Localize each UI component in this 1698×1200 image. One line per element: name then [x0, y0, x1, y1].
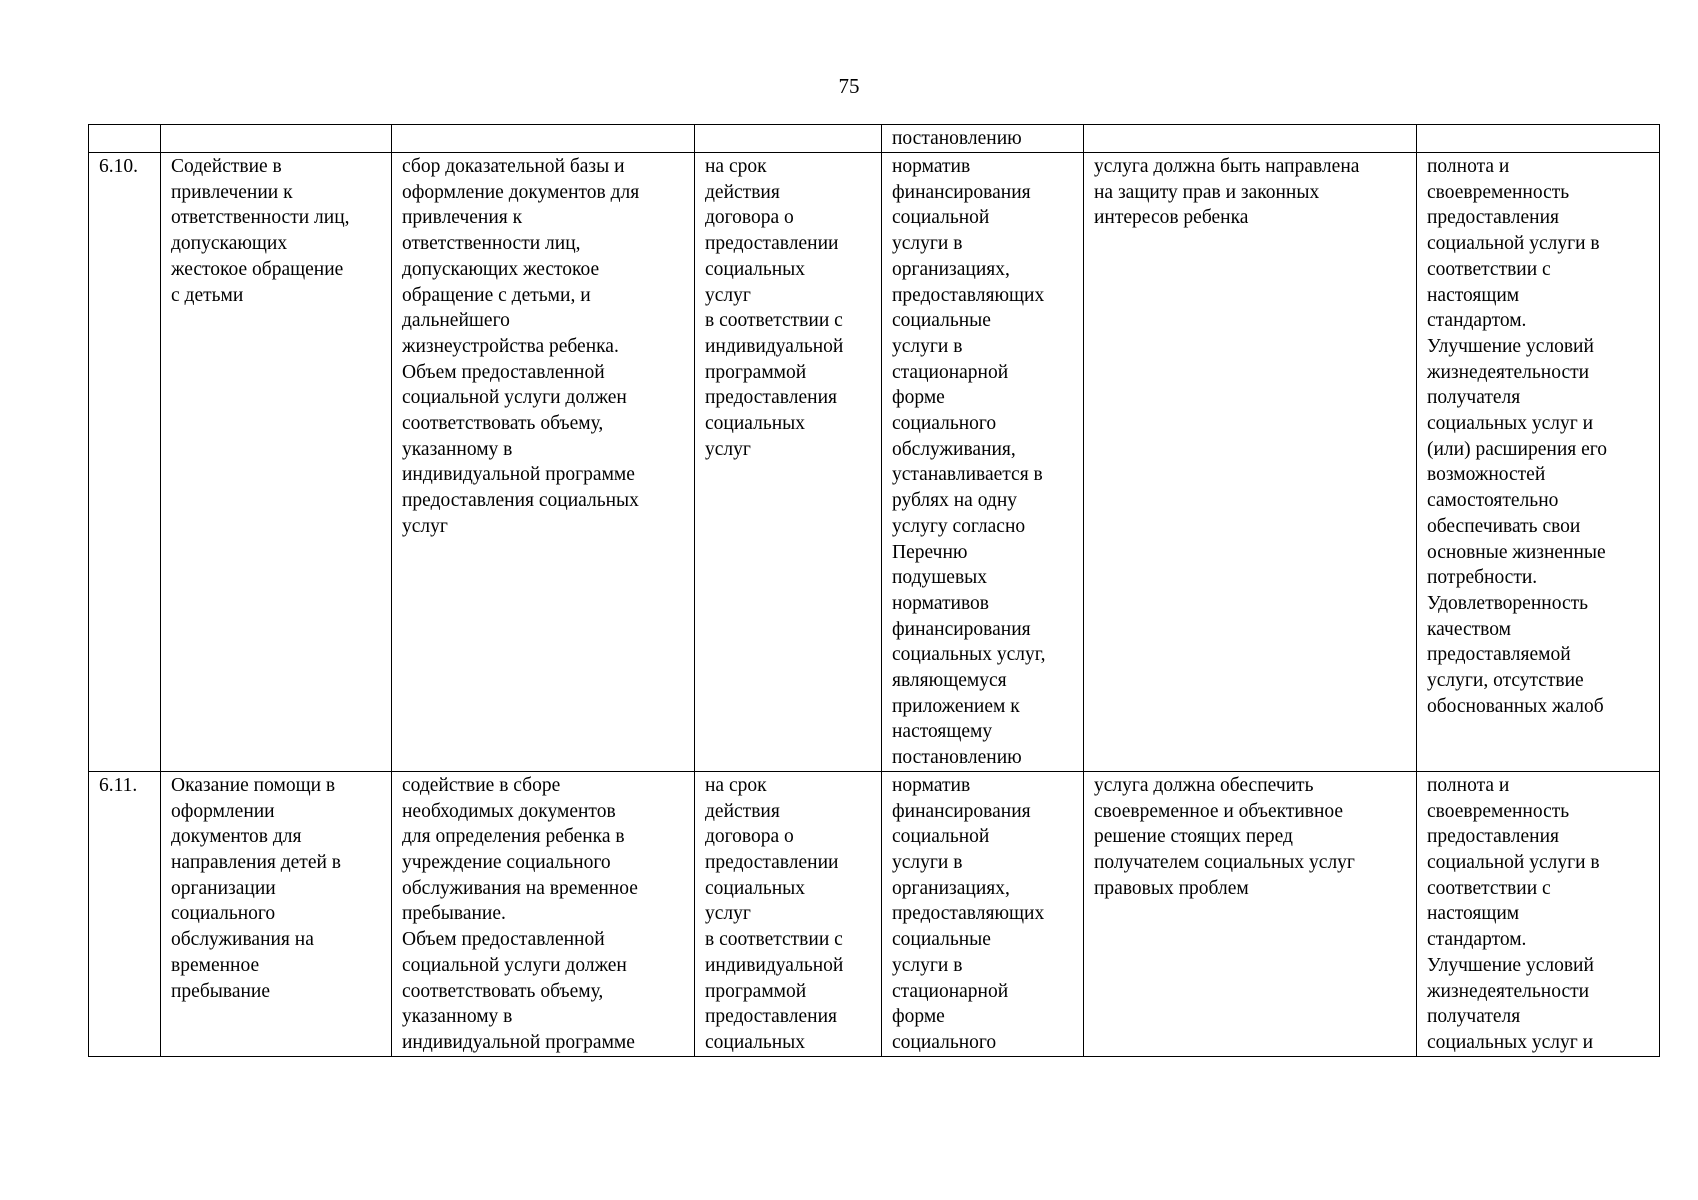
cell-quality: полнота и своевременность предоставления социальной услуги в соответствии с настоящим стандартом. Улучшение условий жизнедеятельности получателя социальных услуг и (или) расширения его возможностей самостоятельно обеспечивать свои основные жизненные потребности. Удовлетворенность качеством предоставляемой услуги, отсутствие обоснованных жалоб [1417, 153, 1660, 772]
cell-financing-norm: норматив финансирования социальной услуги в организациях, предоставляющих социальные услуги в стационарной форме социального обслуживания, устанавливается в рублях на одну услугу согласно Перечню подушевых нормативов финансирования социальных услуг, являющемуся приложением к настоящему постановлению [882, 153, 1084, 772]
cell-term: на срок действия договора о предоставлении социальных услуг в соответствии с индивидуальной программой предоставления социальных [695, 771, 882, 1056]
cell-term [695, 125, 882, 153]
cell-term: на срок действия договора о предоставлении социальных услуг в соответствии с индивидуальной программой предоставления социальных услуг [695, 153, 882, 772]
cell-conditions: услуга должна быть направлена на защиту прав и законных интересов ребенка [1084, 153, 1417, 772]
table-row [89, 125, 1660, 153]
cell-quality [1417, 125, 1660, 153]
cell-service-name: Содействие в привлечении к ответственности лиц, допускающих жестокое обращение с детьми [161, 153, 392, 772]
cell-conditions [1084, 125, 1417, 153]
cell-service-name [161, 125, 392, 153]
cell-service-content: содействие в сборе необходимых документов для определения ребенка в учреждение социального обслуживания на временное пребывание. Объем предоставленной социальной услуги должен соответствовать объему, указанному в индивидуальной программе [392, 771, 695, 1056]
table-row [89, 153, 1660, 772]
cell-financing-norm: норматив финансирования социальной услуги в организациях, предоставляющих социальные услуги в стационарной форме социального [882, 771, 1084, 1056]
cell-quality: полнота и своевременность предоставления социальной услуги в соответствии с настоящим стандартом. Улучшение условий жизнедеятельности получателя социальных услуг и [1417, 771, 1660, 1056]
cell-number [89, 125, 161, 153]
page-number: 75 [838, 74, 860, 98]
cell-service-name: Оказание помощи в оформлении документов для направления детей в организации социального обслуживания на временное пребывание [161, 771, 392, 1056]
cell-number: 6.11. [89, 771, 161, 1056]
table-row [89, 771, 1660, 1056]
cell-service-content [392, 125, 695, 153]
cell-financing-norm: постановлению [882, 125, 1084, 153]
cell-conditions: услуга должна обеспечить своевременное и объективное решение стоящих перед получателем социальных услуг правовых проблем [1084, 771, 1417, 1056]
cell-service-content: сбор доказательной базы и оформление документов для привлечения к ответственности лиц, допускающих жестокое обращение с детьми, и дальнейшего жизнеустройства ребенка. Объем предоставленной социальной услуги должен соответствовать объему, указанному в индивидуальной программе предоставления социальных услуг [392, 153, 695, 772]
cell-number: 6.10. [89, 153, 161, 772]
services-table [88, 124, 1660, 1057]
